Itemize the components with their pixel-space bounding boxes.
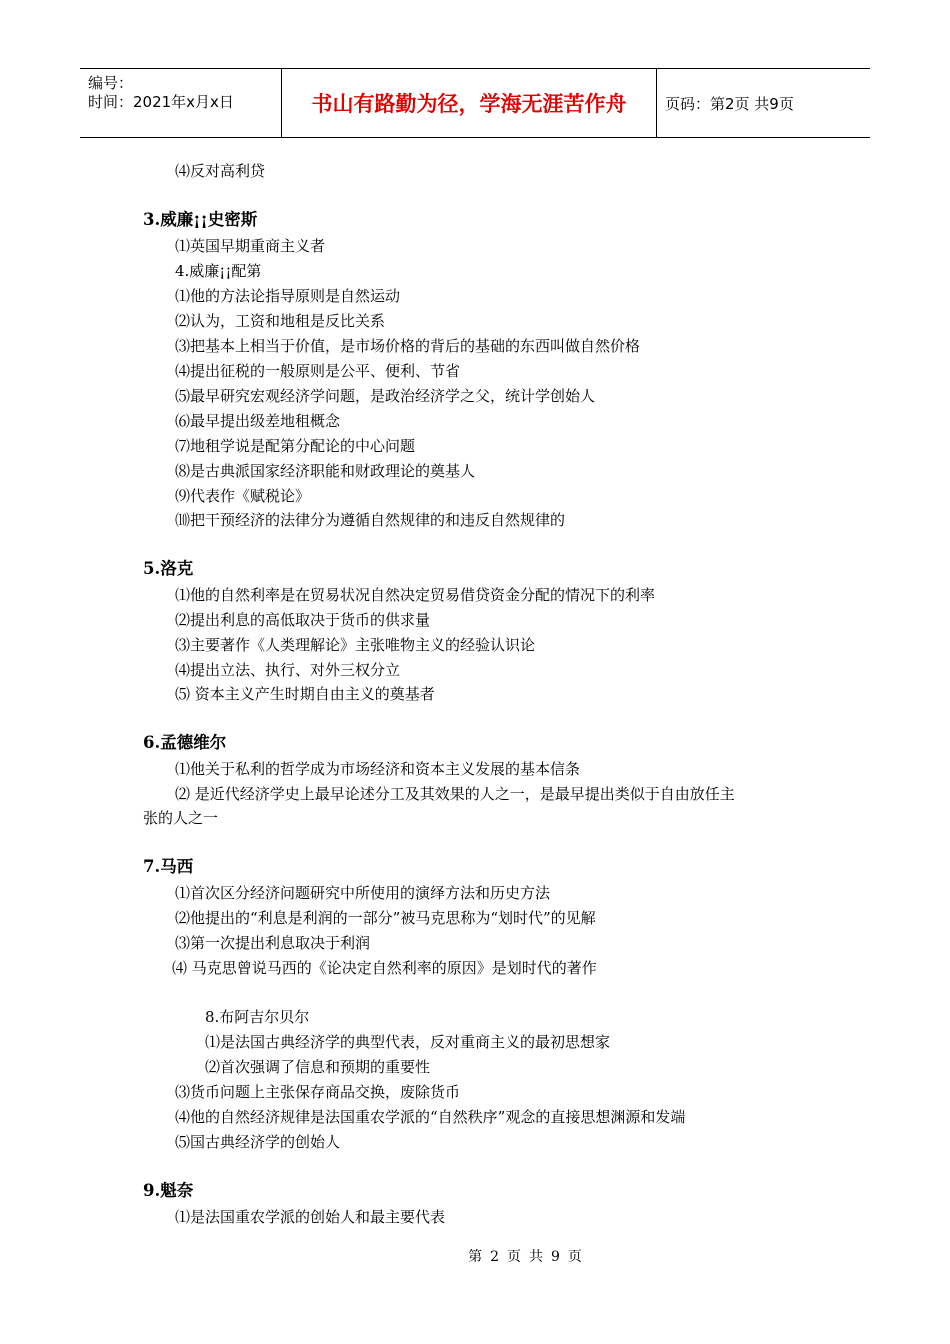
text-line: ⑴是法国重农学派的创始人和最主要代表 [175, 1208, 446, 1226]
header-meta [80, 69, 282, 137]
subsection-heading: 8.布阿吉尔贝尔 [205, 1008, 310, 1026]
text-line: ⑹最早提出级差地租概念 [175, 412, 341, 430]
text-line: ⑶把基本上相当于价值，是市场价格的背后的基础的东西叫做自然价格 [175, 337, 641, 355]
text-line: ⑵他提出的“利息是利润的一部分”被马克思称为“划时代”的见解 [175, 909, 596, 927]
text-line: ⑸最早研究宏观经济学问题，是政治经济学之父，统计学创始人 [175, 387, 596, 405]
text-line: ⑴首次区分经济问题研究中所使用的演绎方法和历史方法 [175, 884, 551, 902]
subsection-heading: 4.威廉¡¡配第 [175, 262, 262, 280]
footer-ye: 页 [507, 1249, 521, 1265]
footer-di: 第 [468, 1249, 483, 1265]
text-line: ⑼代表作《赋税论》 [175, 487, 311, 505]
footer-total-pages: 9 [551, 1249, 560, 1265]
header-page-info: 页码：第2页 共9页 [665, 94, 794, 113]
text-line: ⑵认为，工资和地租是反比关系 [175, 312, 386, 330]
text-line: ⑵ 是近代经济学史上最早论述分工及其效果的人之一，是最早提出类似于自由放任主 [175, 785, 735, 803]
text-line: ⑷提出立法、执行、对外三权分立 [175, 661, 401, 679]
text-line: ⑷反对高利贷 [175, 162, 266, 180]
footer-page-number: 2 [490, 1249, 499, 1265]
text-line: ⑻是古典派国家经济职能和财政理论的奠基人 [175, 462, 476, 480]
text-line: ⑸国古典经济学的创始人 [175, 1133, 341, 1151]
text-line: ⑶第一次提出利息取决于利润 [175, 934, 371, 952]
section-heading: 6.孟德维尔 [143, 733, 227, 752]
number-label: 编号： [88, 74, 134, 92]
text-line: ⑴他关于私利的哲学成为市场经济和资本主义发展的基本信条 [175, 760, 581, 778]
text-line: ⑷ 马克思曾说马西的《论决定自然利率的原因》是划时代的著作 [172, 959, 597, 977]
section-heading: 3.威廉¡¡史密斯 [143, 210, 258, 229]
text-line: ⑴他的自然利率是在贸易状况自然决定贸易借贷资金分配的情况下的利率 [175, 586, 656, 604]
header-motto: 书山有路勤为径，学海无涯苦作舟 [282, 69, 657, 137]
text-line: ⑸ 资本主义产生时期自由主义的奠基者 [175, 685, 435, 703]
page-footer [0, 1246, 950, 1266]
text-line: ⑶货币问题上主张保存商品交换，废除货币 [175, 1083, 461, 1101]
section-heading: 5.洛克 [143, 559, 194, 578]
text-line: ⑽把干预经济的法律分为遵循自然规律的和违反自然规律的 [175, 511, 566, 529]
section-heading: 7.马西 [143, 857, 194, 876]
page-header [80, 68, 870, 138]
text-line: ⑵提出利息的高低取决于货币的供求量 [175, 611, 431, 629]
text-line: 张的人之一 [143, 809, 219, 827]
text-line: ⑴是法国古典经济学的典型代表，反对重商主义的最初思想家 [205, 1033, 611, 1051]
text-line: ⑷提出征税的一般原则是公平、便利、节省 [175, 362, 461, 380]
text-line: ⑴英国早期重商主义者 [175, 237, 326, 255]
footer-gong: 共 [529, 1249, 543, 1265]
text-line: ⑶主要著作《人类理解论》主张唯物主义的经验认识论 [175, 636, 536, 654]
text-line: ⑴他的方法论指导原则是自然运动 [175, 287, 401, 305]
text-line: ⑷他的自然经济规律是法国重农学派的“自然秩序”观念的直接思想渊源和发端 [175, 1108, 686, 1126]
text-line: ⑺地租学说是配第分配论的中心问题 [175, 437, 416, 455]
time-label: 时间：2021年x月x日 [88, 93, 234, 111]
footer-ye2: 页 [567, 1249, 582, 1265]
text-line: ⑵首次强调了信息和预期的重要性 [205, 1058, 431, 1076]
section-heading: 9.魁奈 [143, 1181, 194, 1200]
